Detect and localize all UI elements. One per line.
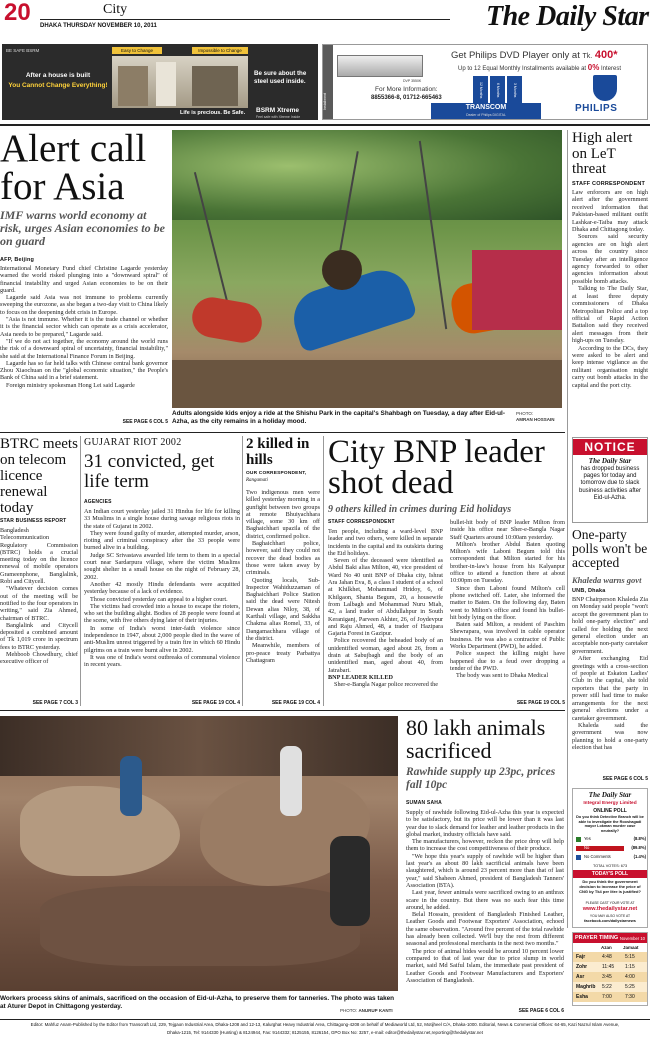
- bnp-para: Police suspect the killing might have happened due to a feud over dropping a tender of the PWD.: [450, 650, 565, 672]
- philips-side-tag: Installment: [323, 93, 327, 110]
- high-alert-body: [572, 189, 648, 429]
- philips-headline: [451, 49, 618, 61]
- prayer-row: [573, 992, 647, 1002]
- prayer-jamaat: 5:15: [625, 954, 635, 960]
- one-party-jump[interactable]: SEE PAGE 6 COL 5: [602, 776, 648, 782]
- lakh-body: [406, 809, 564, 1005]
- two-killed-para: Baghaichhari police, however, said they could not recover the dead bodies as those were taken away by criminals.: [246, 540, 320, 577]
- paper-logo: The Daily Star: [486, 1, 649, 32]
- philips-headline-text: Get Philips DVD Player only at: [451, 50, 580, 61]
- poll-option-no: [576, 844, 646, 853]
- bsrm-house-image: [112, 56, 248, 108]
- shishu-park-photo: [172, 130, 562, 408]
- lakh-para: The price of animal hides would be around 10 percent lower compared to that of last year due to price slump in world market, said Md Saiful Islam, the immediate past president of Leather Goods and Footwear Manufacturers and Exporters' Association of Bangladesh.: [406, 947, 564, 984]
- lead-para: "If we do not act together, the economy around the world runs the risk of a downward spiral of uncertainty, financial instability," she said at the International Finance Forum in Beijing.: [0, 337, 168, 360]
- notice-text: has dropped business pages for today and tomorrow due to slack business activities after Eid-ul-Azha.: [578, 466, 642, 501]
- lead-para: "Asia is not immune. Whether it is the trade channel or whether it is the financial sector which can operate as a crisis accelerator, Asia needs to be prepared," Lagarde said.: [0, 316, 168, 338]
- gujarat-body: [84, 508, 240, 700]
- one-party-para: After exchanging Eid greetings with a cross-section of people at Eskaton Ladies' Club in the capital, she told reporters that the party in power still had time to make arrangements for the next general elections under a caretaker government.: [572, 655, 648, 722]
- prayer-col-azan: Azan: [601, 945, 612, 950]
- lead-body: [0, 265, 168, 417]
- gujarat-para: It was one of India's worst outbreaks of communal violence in recent years.: [84, 653, 240, 669]
- btrc-byline: STAR BUSINESS REPORT: [0, 518, 67, 524]
- high-alert-para: Law enforcers are on high alert after the government received information that Pakistan-based militant outfit Lashkar-e-Taiba may attack Dhaka and Chittagong today.: [572, 189, 648, 234]
- poll-label-yes: Yes: [584, 836, 591, 841]
- prayer-timing-box: [572, 932, 648, 1006]
- poll-title: ONLINE POLL: [593, 808, 627, 814]
- prayer-azan: 3:45: [602, 974, 612, 980]
- top-photo-credit-name: AMRAN HOSSAIN: [516, 416, 555, 422]
- btrc-para: Banglalink and Citycell deposited a combined amount of Tk 1,019 crore in spectrum fees to BTRC yesterday.: [0, 621, 78, 651]
- bottom-photo-credit: [340, 1008, 400, 1014]
- bsrm-line2: You Cannot Change Everything!: [8, 82, 108, 89]
- bsrm-tagline: Life is precious. Be Safe.: [180, 110, 246, 116]
- gujarat-para: Another 42 mostly Hindu defendants were acquitted yesterday because of a lack of evidence.: [84, 580, 240, 596]
- bsrm-brand-tag: BE SAFE BSRM: [6, 48, 40, 53]
- lead-deck: IMF warns world economy at risk, urges Asian economies to be on guard: [0, 208, 165, 248]
- bnp-jump[interactable]: SEE PAGE 19 COL 5: [516, 700, 565, 706]
- right-col-divider: [567, 130, 568, 928]
- poll-question: Do you think Detective Branch will be able to investigate the Rooshagadi mayor Lokman murder case neutrally?: [576, 815, 644, 833]
- lakh-para: The manufacturers, however, reckon the price drop will help them to increase the cost competitiveness of their produce.: [406, 838, 564, 853]
- badge-6-months: 6 Months: [490, 76, 505, 104]
- gujarat-para: In some of India's worst inter-faith violence since independence in 1947, about 2,000 people died in the wave of anti-Muslim unrest triggered by a train fire in which 60 Hindu pilgrims on a train were burnt alive in 2002.: [84, 624, 240, 654]
- masthead: [0, 0, 650, 38]
- ad-separator: [0, 124, 650, 126]
- philips-phone: 8855366-8, 01712-665463: [371, 95, 442, 101]
- prayer-jamaat: 5:25: [625, 984, 635, 990]
- btrc-jump[interactable]: SEE PAGE 7 COL 3: [32, 700, 78, 706]
- prayer-name: Zohr: [576, 964, 588, 970]
- poll-sms-label: YOU MAY ALSO VOTE AT: [589, 914, 631, 918]
- prayer-name: Fajr: [576, 954, 586, 960]
- high-alert-para: According to the DCs, they were asked to be alert and keep intense vigilance as the militant organisation might carry out bomb attacks in the capital and the port city.: [572, 344, 648, 389]
- bnp-deck: 9 others killed in crimes during Eid holidays: [328, 504, 512, 515]
- dateline: DHAKA THURSDAY NOVEMBER 10, 2011: [40, 23, 157, 29]
- rawhide-photo: [0, 716, 398, 991]
- high-alert-para: Talking to The Daily Star, at least three deputy commissioners of Dhaka Metropolitan Police and a top official of Rapid Action Battalion said they received alert messages from their high-ups on Tuesday.: [572, 285, 648, 345]
- mid-row-rule: [0, 432, 565, 433]
- gujarat-byline: AGENCIES: [84, 499, 112, 505]
- bnp-headline: City BNP leader shot dead: [328, 434, 545, 501]
- poll-pct-no-comments: (1.4%): [633, 854, 646, 859]
- prayer-jamaat: 7:30: [625, 994, 635, 1000]
- two-killed-byline: OUR CORRESPONDENT,: [246, 471, 307, 476]
- two-killed-para: Two indigenous men were killed yesterday morning in a gunfight between two groups at remote Bhuiyachhara village, some 30 km off Baghaichhari upazila of the district, confirmed police.: [246, 489, 320, 540]
- prayer-row: [573, 972, 647, 982]
- lakh-para: "We hope this year's supply of rawhide will be higher than last year's as about 80 lakh sacrificial animals have been slaughtered, which is around 23 percent more than that of last year," said Shaheen Ahmed, president of Bangladesh Tanners' Association (BTA).: [406, 852, 564, 889]
- transcom-block: [431, 103, 541, 120]
- poll-results: [576, 835, 646, 862]
- dvd-model: DVP 3550K: [403, 79, 422, 83]
- poll-pct-no: (89.8%): [631, 845, 646, 850]
- bsrm-line1: After a house is built: [25, 72, 91, 79]
- lead-jump[interactable]: SEE PAGE 6 COL 5: [122, 419, 168, 425]
- bnp-para: The body was sent to Dhaka Medical: [456, 672, 549, 680]
- high-alert-para: Sources said security agencies are on high alert across the country since Tuesday after an intelligence agency forwarded to other agencies information about possible bomb attacks.: [572, 233, 648, 285]
- notice-title: NOTICE: [573, 439, 647, 455]
- two-killed-byline-place: Rangamati: [246, 478, 268, 483]
- prayer-azan: 5:22: [602, 984, 612, 990]
- bsrm-ad: [2, 44, 318, 120]
- btrc-para: Bangladesh Telecommunication Regulatory Commission (BTRC) holds a crucial meeting today on the licence renewal of mobile operators Grameenphone, Banglalink, Robi and Citycell.: [0, 527, 78, 586]
- bsrm-logo: BSRM Xtreme: [256, 107, 299, 114]
- bottom-row-rule: [0, 710, 565, 711]
- lakh-deck: Rawhide supply up 23pc, prices fall 10pc: [406, 766, 556, 791]
- prayer-rows: [573, 952, 647, 1002]
- col-divider-btrc: [80, 436, 81, 706]
- two-killed-jump[interactable]: SEE PAGE 19 COL 4: [271, 700, 320, 706]
- poll-bar-no-comments: [576, 855, 581, 860]
- poll-total: TOTAL VOTES: 673: [592, 864, 628, 868]
- prayer-azan: 4:48: [602, 954, 612, 960]
- gujarat-para: An Indian court yesterday jailed 31 Hindus for life for killing 33 Muslims in a single house during savage religious riots in the state of Gujarat in 2002.: [84, 508, 240, 530]
- prayer-jamaat: 4:00: [625, 974, 635, 980]
- footer-rule: [0, 1019, 650, 1020]
- bnp-para: Ten people, including a ward-level BNP leader and two others, were killed in separate incidents in the capital and its outskirts during the Eid holidays.: [328, 528, 443, 557]
- lead-headline: Alert call for Asia: [0, 127, 147, 208]
- top-photo-credit-label: PHOTO:: [516, 411, 534, 416]
- bsrm-step-easy: Easy to Change: [112, 47, 162, 54]
- prayer-azan: 11:45: [602, 964, 615, 970]
- col-divider-two-killed: [323, 436, 324, 706]
- gujarat-para: They were found guilty of murder, attempted murder, arson, rioting and criminal conspiracy after the 33 people were burned alive in a building.: [84, 529, 240, 552]
- two-killed-headline: 2 killed in hills: [246, 436, 310, 468]
- bnp-para: Milton's brother Abdul Baten quoting Milton's wife Laboni Begum told this correspondent that Milton started for his brother-in-law's house from his Kalyanpur office to attend a function there at about 10:00pm on Tuesday.: [450, 540, 565, 585]
- bnp-body-col2: [450, 437, 565, 700]
- philips-brand: PHILIPS: [575, 103, 618, 114]
- poll-option-no-comments: [576, 853, 646, 862]
- top-photo-caption: Adults alongside kids enjoy a ride at the Shishu Park in the capital's Shahbagh on Tuesday, a day after Eid-ul-Azha, as the city remains in a holiday mood.: [172, 410, 505, 425]
- lead-byline: AFP, Beijing: [0, 257, 35, 263]
- high-alert-byline: STAFF CORRESPONDENT: [572, 181, 646, 187]
- prayer-jamaat: 1:15: [625, 964, 635, 970]
- two-killed-para: Quoting locals, Sub-Inspector Wahiduzzaman of Baghaichhari Police Station said the dead were Nitesh Dewan alias Niloy, 38, of Karthali village, and Sakkha Chakma alias Romel, 33, of Dangamachhara village of the district.: [246, 576, 320, 642]
- lead-para: Lagarde said Asia was not immune to problems currently sweeping the eurozone, as she began a two-day visit to China likely to focus on the deepening debt crisis in Europe.: [0, 294, 168, 316]
- footer-line-2: Dhaka-1215, Tel: 9144330 (Hunting) & 8124944, Fax: 9144332; 8125155, 8126154, GPO Box No: 3257, e-mail: editor@thedailystar.net,reporting@thedailystar.net: [167, 1030, 483, 1035]
- poll-pct-yes: (8.8%): [633, 836, 646, 841]
- prayer-azan: 7:00: [602, 994, 612, 1000]
- lakh-byline: SUMAN SAHA: [406, 800, 442, 806]
- badge-3-months: 3 Months: [507, 76, 522, 104]
- prayer-row: [573, 952, 647, 962]
- online-poll-box: [572, 788, 648, 928]
- lead-para: Foreign ministry spokesman Hong Lei said Lagarde: [6, 381, 135, 389]
- bnp-para: Sher-e-Bangla Nagar police recovered the: [334, 681, 438, 689]
- section-label: City: [103, 2, 128, 17]
- poll-bar-yes: [576, 837, 581, 842]
- poll-label-no: No: [584, 845, 590, 850]
- gujarat-para: Those convicted yesterday can appeal to a higher court.: [90, 595, 228, 603]
- prayer-title: PRAYER TIMING: [575, 935, 619, 941]
- badge-12-months: 12 Months: [473, 76, 488, 104]
- bnp-body-col1: [328, 528, 443, 700]
- one-party-para: Khaleda said the government was now planning to hold a one-party election that has: [572, 721, 648, 752]
- poll-label-no-comments: No Comments: [584, 854, 611, 859]
- philips-rate: 0%: [587, 63, 600, 72]
- lakh-jump[interactable]: SEE PAGE 6 COL 6: [518, 1008, 564, 1014]
- poll-sponsor: Integral Energy Limited: [583, 801, 637, 806]
- gujarat-para: The victims had crowded into a house to escape the rioters, who set the building alight. Bodies of 28 people were found at the scene, with five others dying later of their injuries.: [84, 602, 240, 625]
- philips-subline: [458, 63, 621, 72]
- transcom-name: TRANSCOM: [465, 104, 507, 111]
- lakh-para: Last year, fewer animals were sacrificed owing to an anthrax scare in the country. But there was no such fear this time around, he added.: [406, 889, 564, 911]
- philips-ad: [322, 44, 648, 120]
- btrc-para: "Whatever decision comes out of the meeting will be notified to the four operators in writing," said Zia Ahmed, chairman of BTRC.: [0, 585, 78, 622]
- bnp-subhead: BNP LEADER KILLED: [328, 673, 393, 681]
- prayer-name: Asr: [576, 974, 585, 980]
- gujarat-kicker: GUJARAT RIOT 2002: [84, 437, 182, 448]
- prayer-name: Maghrib: [576, 984, 596, 990]
- gujarat-jump[interactable]: SEE PAGE 19 COL 4: [191, 700, 240, 706]
- high-alert-headline: High alert on LeT threat: [572, 130, 633, 177]
- bsrm-right-text: Be sure about the steel used inside.: [254, 70, 307, 85]
- page-number: 20: [4, 0, 31, 26]
- poll-sms-link[interactable]: facebook.com/dailystarnews: [584, 919, 636, 923]
- lead-para: Lagarde has so far held talks with Chinese central bank governor Zhou Xiaochuan on the "global economic situation," the People's Bank of China said in a brief statement.: [0, 359, 168, 382]
- lakh-headline: 80 lakh animals sacrificed: [406, 715, 546, 763]
- bnp-para: bullet-hit body of BNP leader Milton from inside his office near Sher-e-Bangla Nagar Staff Quarters around 10:00am yesterday.: [450, 519, 565, 541]
- poll-option-yes: [576, 835, 646, 844]
- transcom-digital: DIGITAL: [492, 113, 506, 117]
- philips-info-label: For More Information:: [375, 86, 438, 93]
- notice-box: [572, 437, 648, 523]
- bsrm-logo-sub: Feel safe with Xtreme Inside: [256, 115, 301, 119]
- masthead-rule: [40, 19, 450, 20]
- philips-currency: Tk.: [582, 53, 593, 60]
- bnp-para: Police recovered the beheaded body of an unidentified woman, aged about 26, from a drain at Sabujbagh and the body of an unidentified man, aged about 40, from Jatrabari.: [328, 637, 443, 674]
- bnp-para: Since then Laboni found Milton's cell phone switched off. Later, she informed the matter to Baten. On the following day, Baten went to Milton's office and found his bullet-hit body lying on the floor.: [450, 584, 565, 621]
- philips-shield-icon: [593, 75, 617, 101]
- prayer-col-jamaat: Jamaat: [623, 945, 639, 950]
- transcom-sub: [431, 113, 541, 117]
- bnp-para: Baten said Milton, a resident of Paschim Shewrapara, was involved in cable operator business. He was also a contractor of Public Works Department (PWD), he added.: [450, 621, 565, 651]
- one-party-byline: UNB, Dhaka: [572, 588, 606, 594]
- lakh-para: Belal Hossain, president of Bangladesh Finished Leather, Leather Goods and Footwear Exporters' Association, echoed the same observation. "Around five percent of the total rawhide has already been collected. We'll buy the rest from different seasonal and professional merchants in the next two months.": [406, 911, 564, 948]
- installment-badges: [473, 76, 523, 104]
- prayer-name: Esha: [576, 994, 588, 1000]
- one-party-deck: Khaleda warns govt: [572, 575, 642, 585]
- todays-poll-label: TODAY'S POLL: [573, 870, 647, 878]
- bnp-para: Seven of the deceased were identified as Abdul Baki alias Milton, 40, vice president of Ward No 40 unit BNP of Dhaka city, Ishrat Ara Jahan Eva, 8, a class I student of a school at Khilkhet, Mohammad Hridoy, 6, of Khilgaon, Shanta Begum, 20, a housewife from Lalbagh and Mohammad Nuru Miah, 42, a land trader of Abdullahpur in South Keraniganj, Parveen Akhter, 26, of Joydevpur and Raju Ahmed, 48, a trader of Hazipara Gajaria Forest in Gazipur.: [328, 557, 443, 638]
- footer-line-1: Editor: Mahfuz Anam-Published by the Editor from Transcraft Ltd, 229, Tejgaon Industrial Area, Dhaka-1208 and 12-13, Kalurghat Heavy Industrial Area, Chittagong-4208 on behalf of Mediaworld Ltd, 52, Motijheel C/A, Dhaka-1000. Editorial, News & Commercial Offices: 64-65, Kazi Nazrul Islam Avenue,: [30, 1022, 620, 1027]
- poll-cast-label: PLEASE CAST YOUR VOTE AT: [585, 901, 635, 905]
- btrc-para: Mehboob Chowdhury, chief executive officer of: [0, 651, 78, 666]
- one-party-body: [572, 596, 648, 774]
- bottom-photo-credit-name: ANURUP KANTI: [358, 1008, 393, 1013]
- btrc-body: [0, 527, 78, 699]
- top-photo-credit: [516, 411, 562, 422]
- gujarat-headline: 31 convicted, get life term: [84, 451, 215, 492]
- prayer-row: [573, 982, 647, 992]
- prayer-date: November 10: [619, 935, 645, 941]
- todays-poll-question: Do you think the government decision to increase the price of CNG by Tk4 per litre is justified?: [579, 879, 641, 894]
- bsrm-step-impossible: Impossible to Change: [192, 47, 248, 54]
- notice-brand: The Daily Star: [588, 457, 632, 465]
- prayer-title-bar: [573, 933, 647, 943]
- btrc-headline: BTRC meets on telecom licence renewal today: [0, 436, 78, 516]
- col-divider-gujarat: [242, 436, 243, 706]
- one-party-headline: One-party polls won't be accepted: [572, 527, 648, 570]
- philips-subline-post: Interest: [600, 66, 621, 72]
- transcom-sub-text: Dealer of Philips: [466, 113, 492, 117]
- bnp-byline: STAFF CORRESPONDENT: [328, 519, 395, 525]
- one-party-para: BNP Chairperson Khaleda Zia on Monday said people "won't accept the government plan to hold one-party election" and called for holding the next general election under an acceptable non-party caretaker government.: [572, 596, 648, 655]
- two-killed-para: Meanwhile, members of pro-peace treaty Parbattya Chattagram: [246, 642, 320, 664]
- gujarat-para: Judge SC Srivastava awarded life term to them in a special court near Sardarpura village, where the victim Muslims sought shelter in a small house on the night of February 28, 2002.: [84, 551, 240, 581]
- philips-price: 400*: [594, 49, 618, 61]
- dvd-player-image: [337, 55, 423, 77]
- two-killed-body: [246, 489, 320, 700]
- philips-subline-pre: Up to 12 Equal Monthly Installments available at: [458, 66, 587, 72]
- bottom-photo-credit-label: PHOTO:: [340, 1008, 358, 1013]
- bottom-photo-caption: Workers process skins of animals, sacrificed on the occasion of Eid-ul-Azha, to preserve them for tanneries. The photo was taken at Aturer Depot in Chittagong yesterday.: [0, 995, 395, 1010]
- poll-brand: The Daily Star: [588, 791, 632, 799]
- lead-para: International Monetary Fund chief Christine Lagarde yesterday warned the world risked plunging into a "downward spiral" of financial instability and urged Asian economies to be on their guard.: [0, 265, 168, 294]
- lakh-para: Supply of rawhide following Eid-ul-Azha this year is expected to be satisfactory, but its price will be lower than it was last year due to slack demand for leather and leather products in the global market, industry officials have said.: [406, 809, 564, 838]
- poll-site-link[interactable]: www.thedailystar.net: [582, 906, 638, 912]
- prayer-row: [573, 962, 647, 972]
